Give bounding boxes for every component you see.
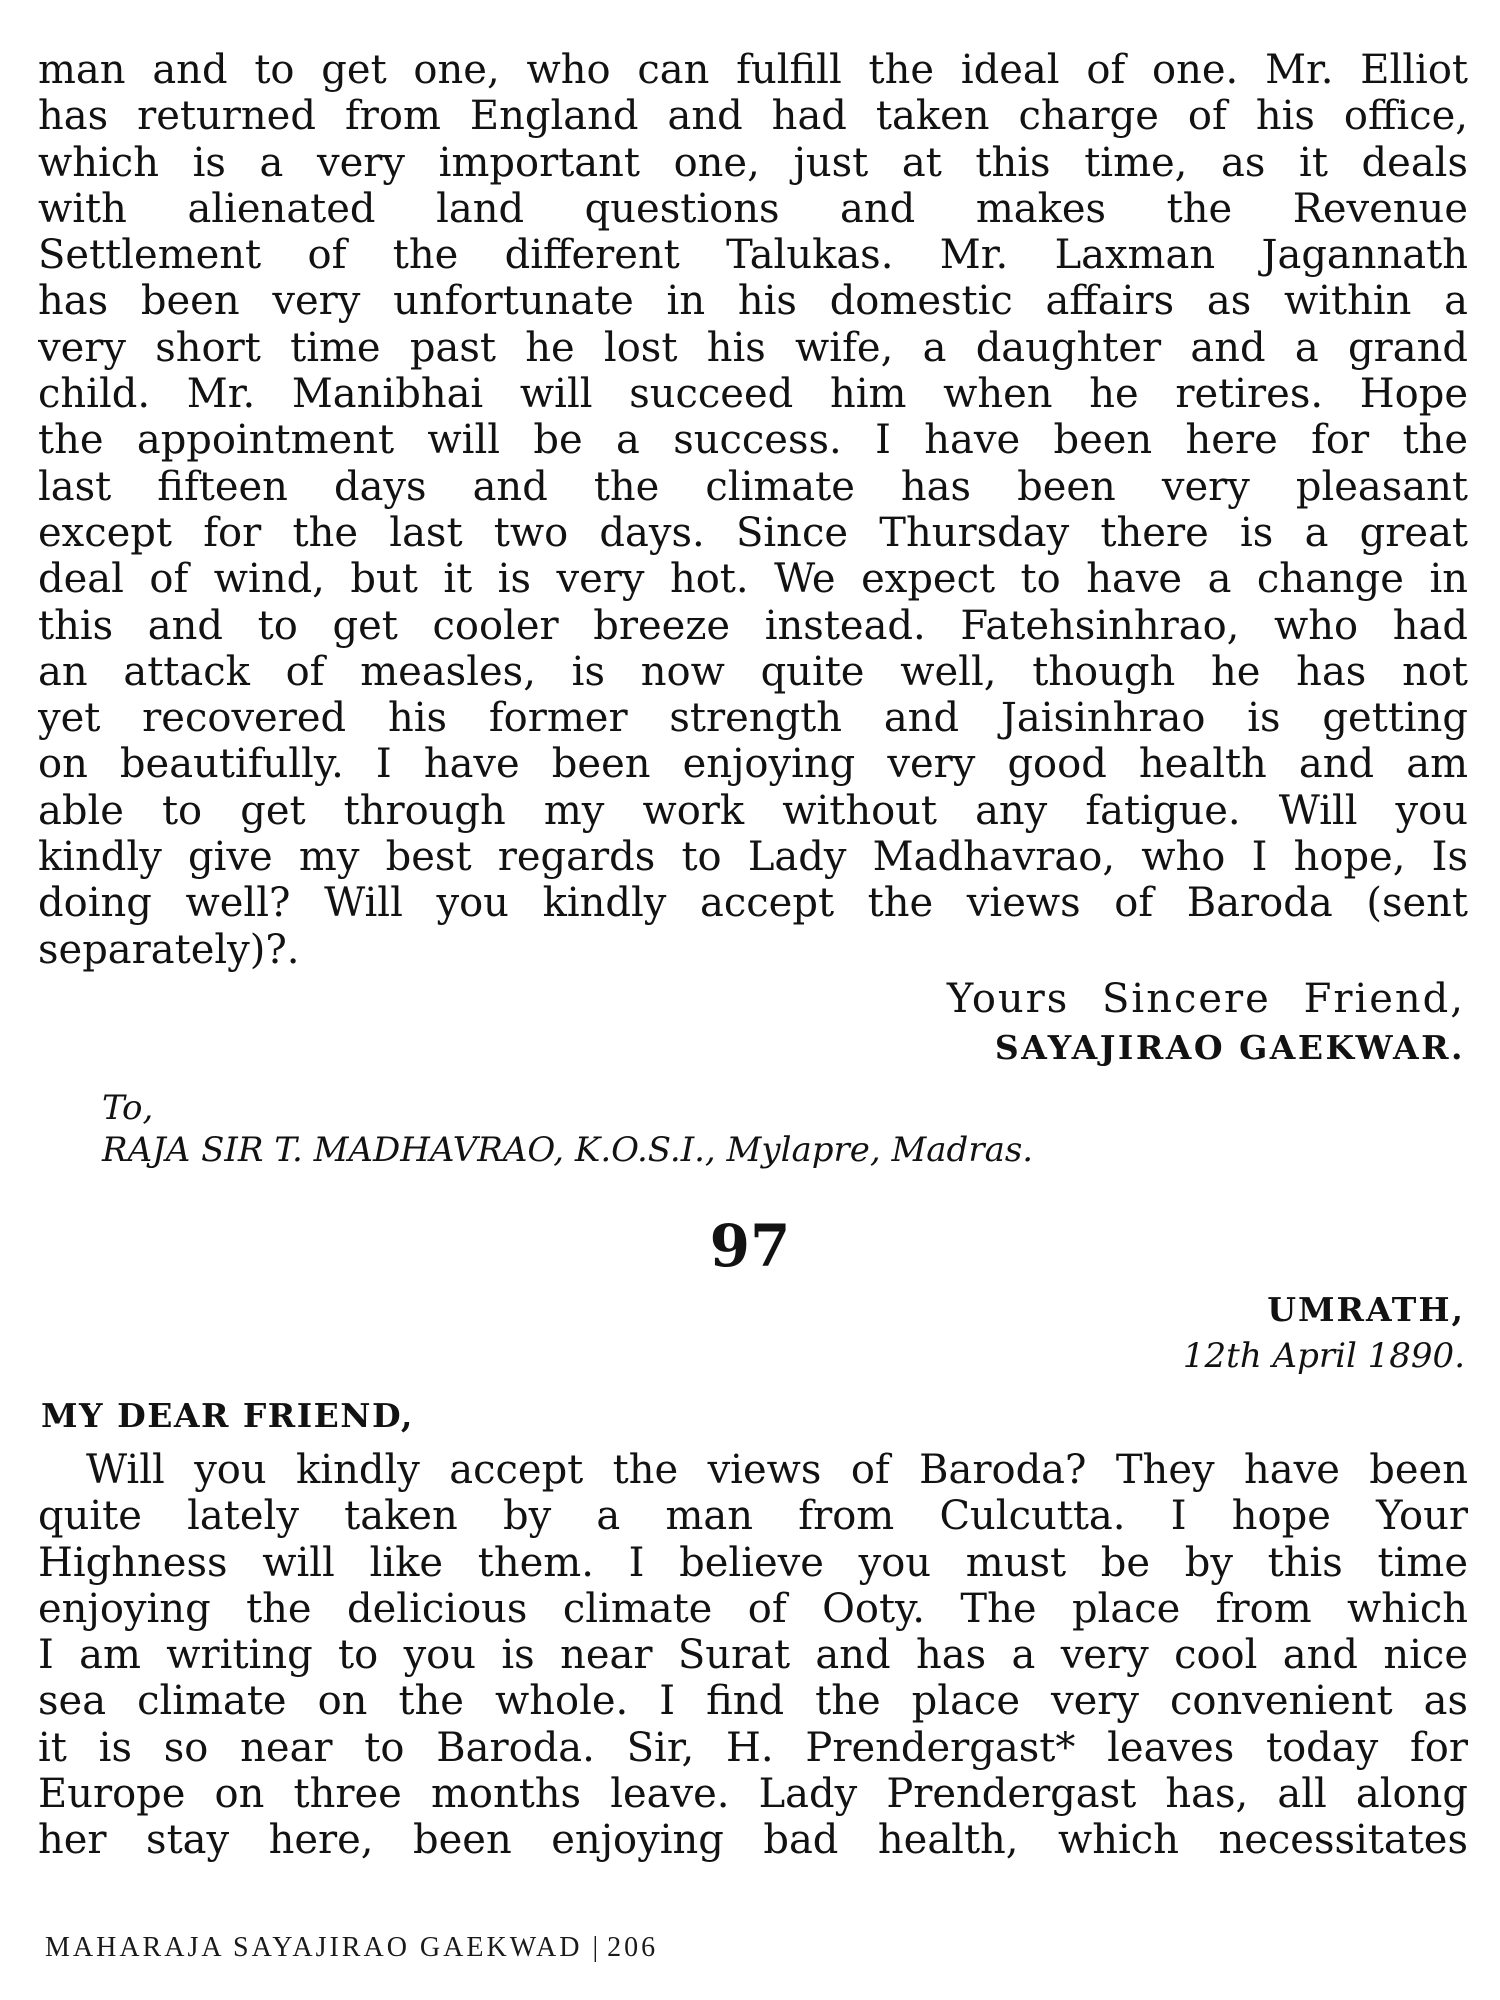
text-line: an attack of measles, is now quite well, though he has not (38, 648, 1468, 695)
text-line: it is so near to Baroda. Sir, H. Prendergast* leaves today for (38, 1724, 1468, 1771)
text-line: Will you kindly accept the views of Baroda? They have been (86, 1447, 1468, 1493)
letter-place: UMRATH, (1267, 1290, 1465, 1329)
addressee-label: To, (102, 1088, 154, 1128)
text-line: has been very unfortunate in his domestic affairs as within a (38, 278, 1468, 325)
text-line: kindly give my best regards to Lady Madhavrao, who I hope, Is (38, 834, 1468, 881)
letter-97-body (38, 1447, 1468, 1864)
text-line: deal of wind, but it is very hot. We expect to have a change in (38, 556, 1468, 603)
text-line: her stay here, been enjoying bad health, which necessitates (38, 1817, 1468, 1864)
text-line: Settlement of the different Talukas. Mr. Laxman Jagannath (38, 232, 1468, 279)
text-line: sea climate on the whole. I find the place very convenient as (38, 1678, 1468, 1725)
running-footer (45, 1930, 658, 1966)
letter-closing: Yours Sincere Friend, (946, 976, 1465, 1022)
text-line: I am writing to you is near Surat and has a very cool and nice (38, 1632, 1468, 1679)
text-line: the appointment will be a success. I have been here for the (38, 417, 1468, 464)
text-line: Highness will like them. I believe you must be by this time (38, 1539, 1468, 1586)
continued-letter-body (38, 47, 1468, 973)
letter-signature: SAYAJIRAO GAEKWAR. (994, 1028, 1465, 1067)
text-line: has returned from England and had taken charge of his office, (38, 93, 1468, 140)
text-line: Europe on three months leave. Lady Prendergast has, all along (38, 1771, 1468, 1818)
text-line: with alienated land questions and makes the Revenue (38, 185, 1468, 232)
running-title: MAHARAJA SAYAJIRAO GAEKWAD (45, 1932, 583, 1963)
text-line: able to get through my work without any fatigue. Will you (38, 787, 1468, 834)
addressee: RAJA SIR T. MADHAVRAO, K.O.S.I., Mylapre, Madras. (102, 1130, 1034, 1170)
text-line: except for the last two days. Since Thursday there is a great (38, 509, 1468, 556)
text-line: very short time past he lost his wife, a daughter and a grand (38, 324, 1468, 371)
text-line: last fifteen days and the climate has been very pleasant (38, 463, 1468, 510)
text-line: which is a very important one, just at this time, as it deals (38, 139, 1468, 186)
text-line: child. Mr. Manibhai will succeed him when he retires. Hope (38, 371, 1468, 418)
text-line: quite lately taken by a man from Culcutta. I hope Your (38, 1493, 1468, 1540)
letter-date: 12th April 1890. (1182, 1336, 1465, 1376)
text-line: this and to get cooler breeze instead. Fatehsinhrao, who had (38, 602, 1468, 649)
text-line: enjoying the delicious climate of Ooty. The place from which (38, 1585, 1468, 1632)
page-number: 206 (607, 1932, 659, 1963)
text-line: man and to get one, who can fulfill the ideal of one. Mr. Elliot (38, 47, 1468, 93)
footer-separator: | (592, 1932, 602, 1963)
text-line: on beautifully. I have been enjoying very good health and am (38, 741, 1468, 788)
salutation: MY DEAR FRIEND, (41, 1396, 414, 1435)
text-line: separately)?. (38, 926, 300, 973)
text-line: yet recovered his former strength and Jaisinhrao is getting (38, 695, 1468, 742)
letter-number: 97 (709, 1212, 791, 1280)
text-line: doing well? Will you kindly accept the views of Baroda (sent (38, 880, 1468, 927)
